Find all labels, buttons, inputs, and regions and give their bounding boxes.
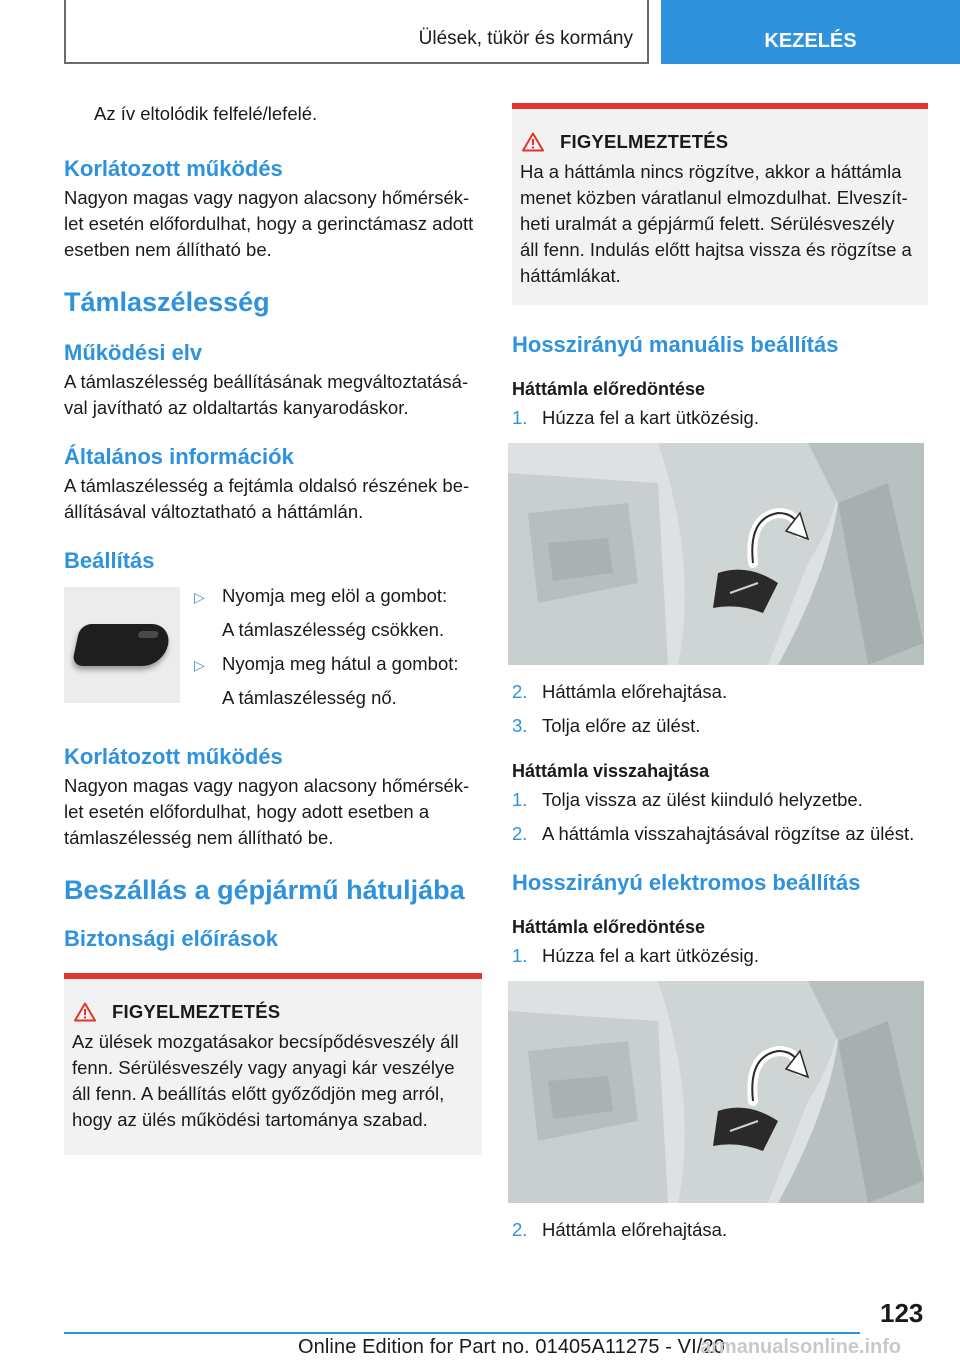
- seat-lever-image: [508, 443, 924, 665]
- list-item: [512, 405, 928, 431]
- limit2-text: Nagyon magas vagy nagyon alacsony hőmérséklet esetén előfordulhat, hogy adott esetben a támlaszélesség nem állítható be.: [64, 775, 470, 848]
- triangle-bullet-icon: ▷: [194, 657, 205, 673]
- list-item: [512, 679, 928, 705]
- left-column: [64, 101, 482, 1155]
- rear-entry-title: Beszállás a gépjármű hátuljába: [64, 875, 465, 905]
- step-number: 2.: [512, 1219, 528, 1240]
- limit1-text: Nagyon magas vagy nagyon alacsony hőmérséklet esetén előfordulhat, hogy a gerinctámasz adott esetben nem állítható be.: [64, 187, 474, 260]
- warning-box: [512, 103, 928, 305]
- bullet-text: Nyomja meg hátul a gombot:: [222, 653, 459, 674]
- electric-heading: Hosszirányú elektromos beállítás: [512, 870, 861, 895]
- adjust-heading: Beállítás: [64, 548, 155, 573]
- step-text: Tolja előre az ülést.: [542, 715, 701, 736]
- general-section: [64, 443, 482, 525]
- warning-title: FIGYELMEZTETÉS: [560, 131, 729, 152]
- step-text: Háttámla előrehajtása.: [542, 681, 728, 702]
- general-heading: Általános információk: [64, 444, 294, 469]
- general-text: A támlaszélesség a fejtámla oldalsó részének beállításával változtatható a háttámlán.: [64, 475, 470, 522]
- header-section-box: [64, 0, 649, 64]
- limit1-heading: Korlátozott működés: [64, 156, 283, 181]
- step-text: Húzza fel a kart ütközésig.: [542, 407, 759, 428]
- warning-text: Az ülések mozgatásakor becsípődésveszély áll fenn. Sérülésveszély vagy anyagi kár veszélye áll fenn. A beállítás előtt győződjön meg arról, hogy az ülés működési tartománya szabad.: [72, 1031, 459, 1130]
- chapter-tab-label: KEZELÉS: [764, 30, 857, 52]
- list-item: [194, 583, 482, 611]
- adjust-bullet-list: [194, 581, 482, 719]
- page-number: 123: [880, 1298, 924, 1328]
- list-item: [512, 787, 928, 813]
- list-item: [194, 651, 482, 679]
- step-text: Háttámla előrehajtása.: [542, 1219, 728, 1240]
- seat-lever-image-2: [508, 981, 924, 1203]
- bullet-result: A támlaszélesség nő.: [222, 687, 397, 708]
- warning-text: Ha a háttámla nincs rögzítve, akkor a háttámla menet közben váratlanul elmozdulhat. Elveszítheti uralmát a gépjármű felett. Sérülésveszély áll fenn. Indulás előtt hajtsa vissza és rögzítse a háttámlákat.: [520, 161, 912, 286]
- seat-lever-illustration-2: [508, 981, 924, 1203]
- principle-text: A támlaszélesség beállításának megváltoztatásával javítható az oldaltartás kanyarodáskor.: [64, 371, 469, 418]
- footer-edition: Online Edition for Part no. 01405A11275 - VI/20: [298, 1336, 725, 1358]
- step-text: Tolja vissza az ülést kiinduló helyzetbe.: [542, 789, 863, 810]
- header-section-title: Ülések, tükör és kormány: [418, 28, 633, 49]
- warning-box: [64, 973, 482, 1155]
- triangle-bullet-icon: ▷: [194, 589, 205, 605]
- width-button-image: [64, 587, 180, 703]
- limit1-section: [64, 155, 482, 263]
- step-number: 2.: [512, 681, 528, 702]
- right-column: [512, 103, 928, 1251]
- warning-header: [520, 131, 916, 153]
- backrest-width-title: Támlaszélesség: [64, 287, 270, 317]
- principle-heading: Működési elv: [64, 340, 203, 365]
- seat-lever-illustration: [508, 443, 924, 665]
- bullet-text: Nyomja meg elöl a gombot:: [222, 585, 448, 606]
- intro-text: Az ív eltolódik felfelé/lefelé.: [94, 103, 318, 124]
- list-item: [512, 943, 928, 969]
- limit2-heading: Korlátozott működés: [64, 744, 283, 769]
- warning-title: FIGYELMEZTETÉS: [112, 1001, 281, 1022]
- step-text: Húzza fel a kart ütközésig.: [542, 945, 759, 966]
- warning-triangle-icon: [74, 1002, 96, 1022]
- principle-section: [64, 339, 482, 421]
- step-number: 1.: [512, 945, 528, 966]
- warning-header: [72, 1001, 472, 1023]
- manual-sub2: Háttámla visszahajtása: [512, 761, 710, 781]
- step-number: 2.: [512, 823, 528, 844]
- step-number: 3.: [512, 715, 528, 736]
- limit2-section: [64, 743, 482, 851]
- footer-watermark: armanualsonline.info: [700, 1336, 902, 1358]
- list-item: [512, 1217, 928, 1243]
- electric-sub1: Háttámla előredöntése: [512, 917, 706, 937]
- width-button-icon: [72, 624, 173, 666]
- chapter-tab: [661, 0, 960, 64]
- warning-triangle-icon: [522, 132, 544, 152]
- list-item: [512, 821, 928, 847]
- manual-heading: Hosszirányú manuális beállítás: [512, 332, 839, 357]
- safety-heading: Biztonsági előírások: [64, 926, 278, 951]
- step-text: A háttámla visszahajtásával rögzítse az ülést.: [542, 823, 915, 844]
- manual-sub1: Háttámla előredöntése: [512, 379, 706, 399]
- bullet-result: A támlaszélesség csökken.: [222, 619, 445, 640]
- footer: [0, 1332, 960, 1362]
- list-item: [512, 713, 928, 739]
- step-number: 1.: [512, 789, 528, 810]
- step-number: 1.: [512, 407, 528, 428]
- adjust-content: [64, 581, 482, 719]
- adjust-section: [64, 547, 482, 719]
